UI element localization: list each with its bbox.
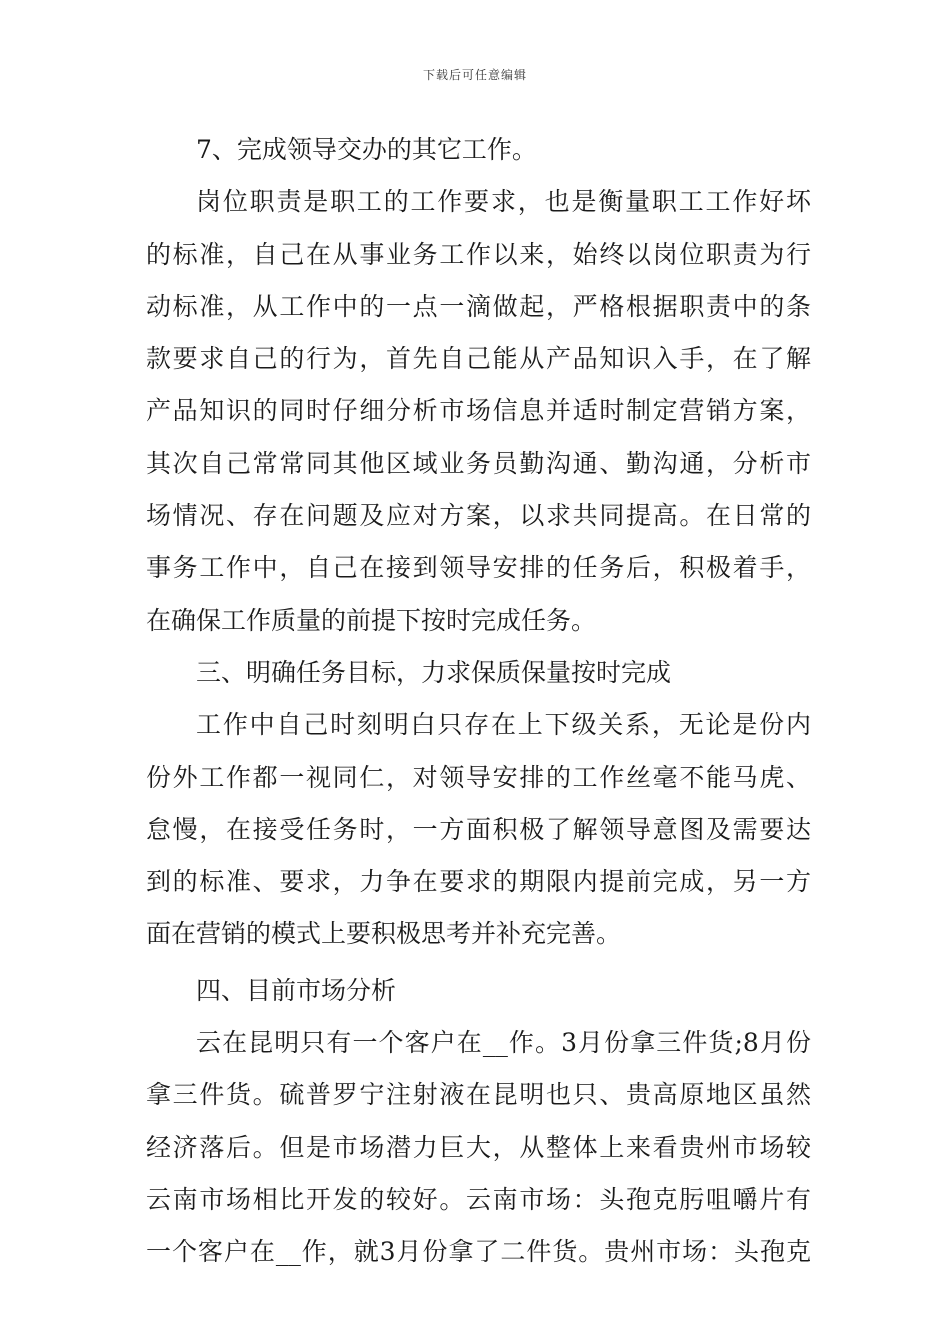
text-line: 在确保工作质量的前提下按时完成任务。 — [146, 605, 597, 635]
text-line: 云在昆明只有一个客户在__作。3月份拿三件货;8月份 — [196, 1028, 811, 1058]
page-header: 下载后可任意编辑 — [422, 68, 527, 82]
text-line: 经济落后。但是市场潜力巨大，从整体上来看贵州市场较 — [146, 1132, 811, 1162]
text-line: 产品知识的同时仔细分析市场信息并适时制定营销方案， — [146, 396, 811, 426]
text-line-item-7: 7、完成领导交办的其它工作。 — [196, 135, 537, 164]
text-line: 岗位职责是职工的工作要求，也是衡量职工工作好坏 — [196, 187, 811, 217]
text-line: 一个客户在__作，就3月份拿了二件货。贵州市场：头孢克 — [146, 1237, 811, 1267]
text-line: 其次自己常常同其他区域业务员勤沟通、勤沟通，分析市 — [146, 448, 811, 478]
text-line: 工作中自己时刻明白只存在上下级关系，无论是份内 — [196, 710, 811, 740]
section-heading-3: 三、明确任务目标，力求保质保量按时完成 — [196, 657, 672, 687]
text-line: 的标准，自己在从事业务工作以来，始终以岗位职责为行 — [146, 239, 811, 269]
text-line: 款要求自己的行为，首先自己能从产品知识入手，在了解 — [146, 344, 811, 374]
text-line: 拿三件货。硫普罗宁注射液在昆明也只、贵高原地区虽然 — [146, 1080, 811, 1110]
text-line: 场情况、存在问题及应对方案，以求共同提高。在日常的 — [146, 501, 811, 531]
text-line: 云南市场相比开发的较好。云南市场：头孢克肟咀嚼片有 — [146, 1184, 811, 1214]
text-line: 动标准，从工作中的一点一滴做起，严格根据职责中的条 — [146, 291, 811, 321]
text-line: 到的标准、要求，力争在要求的期限内提前完成，另一方 — [146, 867, 811, 897]
text-line: 怠慢，在接受任务时，一方面积极了解领导意图及需要达 — [146, 814, 811, 844]
text-line: 份外工作都一视同仁，对领导安排的工作丝毫不能马虎、 — [146, 762, 811, 792]
text-line: 事务工作中，自己在接到领导安排的任务后，积极着手， — [146, 553, 811, 583]
document-body — [146, 124, 811, 1279]
text-line: 面在营销的模式上要积极思考并补充完善。 — [146, 919, 622, 949]
section-heading-4: 四、目前市场分析 — [196, 975, 397, 1005]
